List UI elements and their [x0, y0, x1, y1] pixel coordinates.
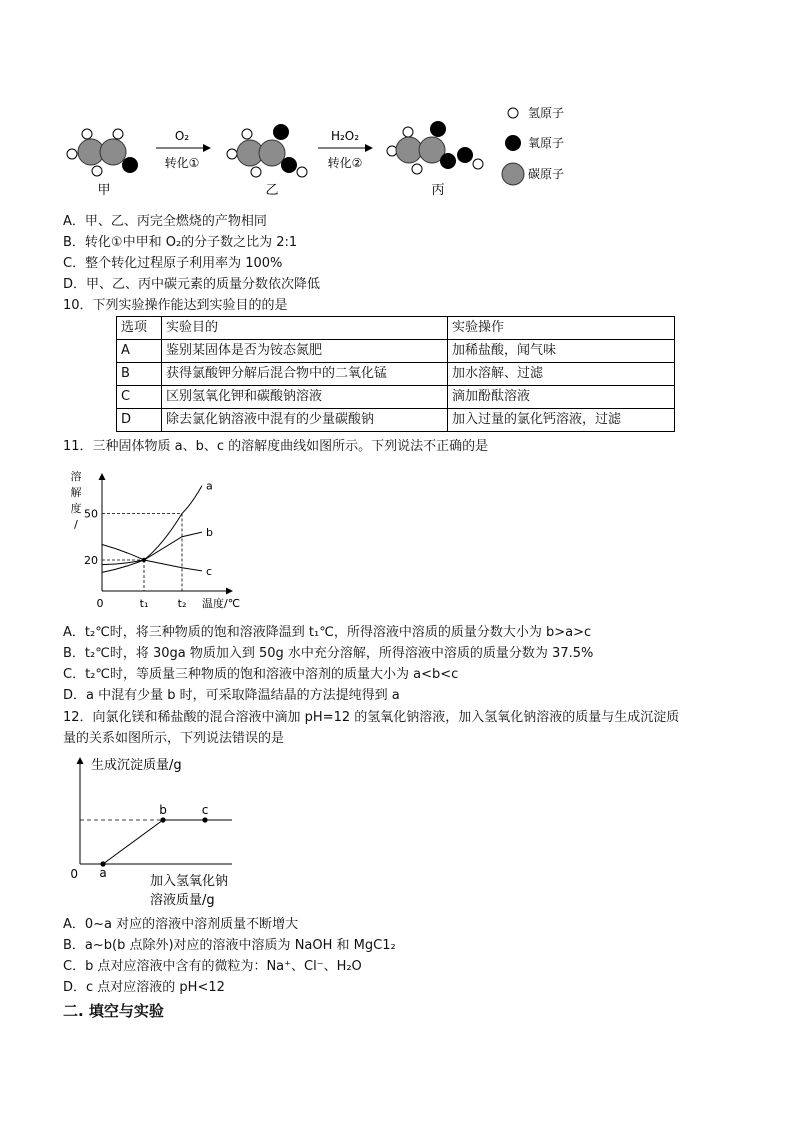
q11-stem: 11．三种固体物质 a、b、c 的溶解度曲线如图所示。下列说法不正确的是 [63, 439, 489, 454]
label-jia: 甲 [97, 183, 111, 198]
q11-option-b: B．t₂℃时，将 30ga 物质加入到 50g 水中充分溶解，所得溶液中溶质的质量分数为 37.5% [63, 646, 594, 661]
atom-legend [502, 106, 564, 185]
row-b-option: B [117, 363, 162, 386]
q12-stem-line2: 量的关系如图所示，下列说法错误的是 [63, 731, 285, 746]
row-a-purpose: 鉴别某固体是否为铵态氮肥 [162, 340, 448, 363]
x-tick-label: t₂ [177, 597, 187, 610]
hydrogen-atom [82, 129, 92, 139]
q11-option-c: C．t₂℃时，等质量三种物质的饱和溶液中溶剂的质量大小为 a<b<c [63, 667, 459, 682]
curve-a [102, 486, 202, 573]
hydrogen-atom [403, 127, 413, 137]
carbon-atom [396, 137, 422, 163]
hydrogen-atom [92, 166, 102, 176]
solubility-chart [60, 466, 260, 616]
curve-label-b: b [206, 526, 213, 540]
curve-label-c: c [206, 564, 213, 578]
q10-stem: 10．下列实验操作能达到实验目的的是 [63, 298, 288, 313]
y-tick-label: 20 [84, 554, 98, 567]
q11-option-d: D．a 中混有少量 b 时，可采取降温结晶的方法提纯得到 a [63, 688, 400, 703]
table-row [117, 340, 675, 363]
hydrogen-legend-icon [508, 108, 518, 118]
row-c-operation: 滴加酚酞溶液 [448, 386, 675, 409]
row-a-option: A [117, 340, 162, 363]
point-label-a: a [99, 866, 107, 880]
oxygen-atom [457, 147, 473, 163]
oxygen-legend-icon [505, 135, 521, 151]
x-axis-label: 温度/℃ [202, 597, 241, 610]
carbon-atom [100, 139, 126, 165]
step-1-label: 转化① [164, 156, 200, 170]
hydrogen-atom [297, 167, 307, 177]
row-d-option: D [117, 409, 162, 432]
reaction-diagram [60, 98, 600, 198]
q9-option-d: D．甲、乙、丙中碳元素的质量分数依次降低 [63, 277, 321, 292]
header-option: 选项 [117, 317, 162, 340]
carbon-atom [259, 140, 285, 166]
oxygen-atom [122, 157, 138, 173]
oxygen-atom [281, 157, 297, 173]
hydrogen-atom [387, 146, 397, 156]
x-tick-label: 0 [96, 597, 104, 610]
hydrogen-atom [242, 129, 252, 139]
reagent-o2: O₂ [174, 129, 190, 143]
q12-option-d: D．c 点对应溶液的 pH<12 [63, 980, 225, 995]
oxygen-atom [430, 121, 446, 137]
row-d-operation: 加入过量的氯化钙溶液，过滤 [448, 409, 675, 432]
reagent-h2o2: H₂O₂ [330, 129, 360, 143]
legend-carbon: 碳原子 [528, 167, 565, 181]
table-row [117, 409, 675, 432]
label-bing: 丙 [431, 183, 445, 198]
q10-table [116, 316, 675, 432]
q12-option-a: A．0~a 对应的溶液中溶剂质量不断增大 [63, 917, 299, 932]
point-label-c: c [201, 803, 209, 817]
hydrogen-atom [412, 164, 422, 174]
precipitate-chart [60, 752, 290, 912]
row-a-operation: 加稀盐酸，闻气味 [448, 340, 675, 363]
section-title: 二. 填空与实验 [63, 1002, 164, 1020]
header-purpose: 实验目的 [162, 317, 448, 340]
hydrogen-atom [227, 149, 237, 159]
molecule-yi [227, 124, 307, 177]
origin-label: 0 [70, 867, 78, 881]
q12-stem-line1: 12．向氯化镁和稀盐酸的混合溶液中滴加 pH=12 的氢氧化钠溶液，加入氢氧化钠溶液的质量与生成沉淀质 [63, 710, 680, 725]
x-tick-label: t₁ [139, 597, 149, 610]
curve-label-a: a [206, 479, 213, 493]
hydrogen-atom [473, 159, 483, 169]
hydrogen-atom [67, 149, 77, 159]
y-label-char: 解 [70, 486, 82, 499]
legend-oxygen: 氧原子 [528, 136, 565, 150]
y-axis-label: 生成沉淀质量/g [91, 758, 182, 773]
intersection-point [142, 558, 146, 562]
oxygen-atom [273, 124, 289, 140]
rise-segment [103, 820, 163, 864]
table-header-row [117, 317, 675, 340]
y-label-char: 溶 [70, 470, 82, 483]
q12-option-b: B．a~b(b 点除外)对应的溶液中溶质为 NaOH 和 MgC1₂ [63, 938, 396, 953]
header-operation: 实验操作 [448, 317, 675, 340]
y-label-char: 度 [70, 502, 82, 515]
q9-option-b: B．转化①中甲和 O₂的分子数之比为 2:1 [63, 235, 298, 250]
point-label-b: b [159, 803, 167, 817]
row-b-operation: 加水溶解、过滤 [448, 363, 675, 386]
oxygen-atom [440, 153, 456, 169]
x-axis-label-line2: 溶液质量/g [150, 893, 215, 908]
q9-option-c: C．整个转化过程原子利用率为 100% [63, 256, 283, 271]
x-axis-label-line1: 加入氢氧化钠 [150, 874, 229, 889]
row-b-purpose: 获得氯酸钾分解后混合物中的二氧化锰 [162, 363, 448, 386]
curve-c [102, 545, 202, 571]
row-d-purpose: 除去氯化钠溶液中混有的少量碳酸钠 [162, 409, 448, 432]
carbon-legend-icon [502, 163, 524, 185]
row-c-option: C [117, 386, 162, 409]
q11-option-a: A．t₂℃时，将三种物质的饱和溶液降温到 t₁℃，所得溶液中溶质的质量分数大小为 b>a>c [63, 625, 592, 640]
molecule-jia [67, 129, 138, 176]
table-row [117, 386, 675, 409]
point-c [202, 817, 207, 822]
legend-hydrogen: 氢原子 [528, 106, 565, 120]
step-2-label: 转化② [327, 156, 363, 170]
q12-option-c: C．b 点对应溶液中含有的微粒为：Na⁺、Cl⁻、H₂O [63, 959, 362, 974]
y-tick-label: 50 [84, 507, 98, 521]
q9-option-a: A．甲、乙、丙完全燃烧的产物相同 [63, 214, 267, 229]
table-row [117, 363, 675, 386]
y-label-char: / [74, 518, 78, 531]
hydrogen-atom [251, 167, 261, 177]
point-b [160, 817, 165, 822]
label-yi: 乙 [265, 183, 279, 198]
hydrogen-atom [113, 129, 123, 139]
molecule-bing [387, 121, 483, 174]
row-c-purpose: 区别氢氧化钾和碳酸钠溶液 [162, 386, 448, 409]
